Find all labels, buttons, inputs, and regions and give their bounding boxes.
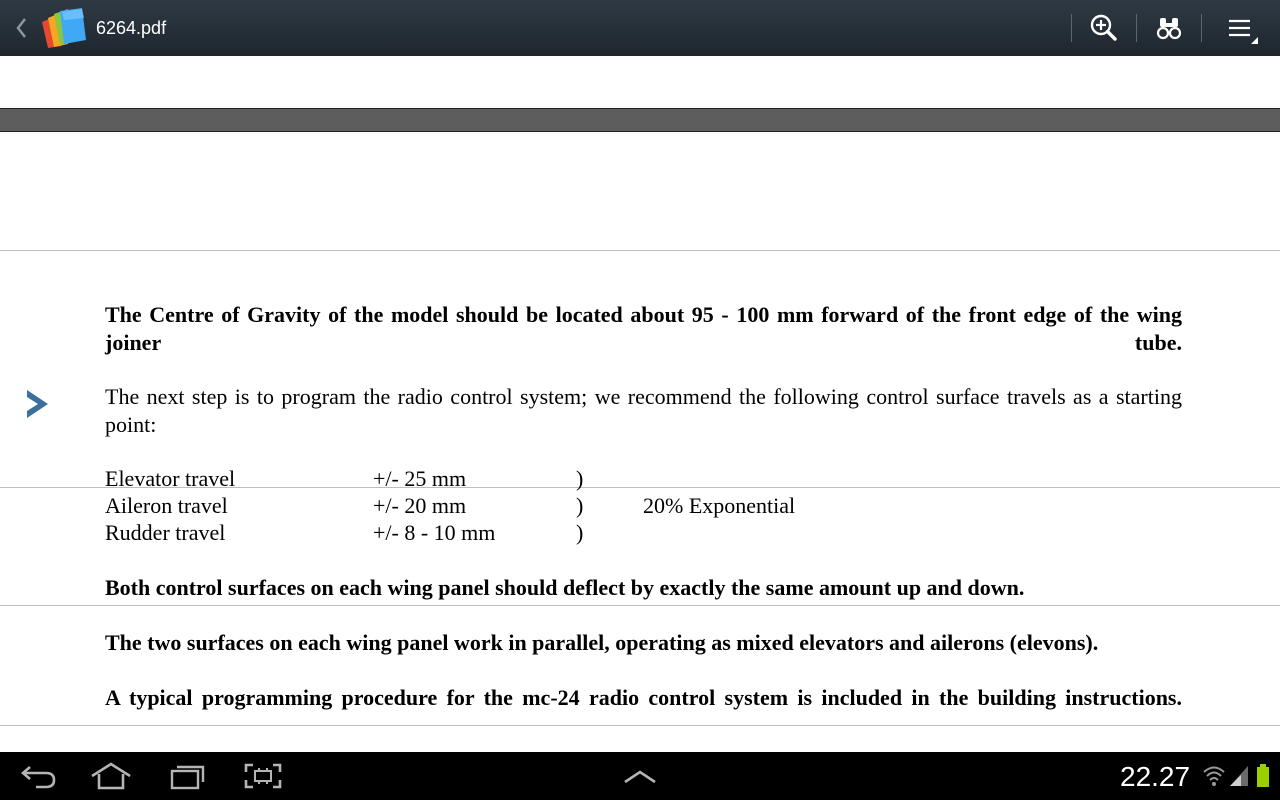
back-nav-icon[interactable]: [16, 762, 62, 790]
page-rule: [0, 250, 1280, 251]
action-divider: [1201, 14, 1202, 42]
clock-time: 22.27: [1120, 761, 1191, 792]
radio-program-paragraph: The next step is to program the radio control system; we recommend the following control surface travels as a starting point:: [105, 384, 1182, 437]
next-page-arrow-icon[interactable]: [22, 384, 52, 424]
document-title: 6264.pdf: [96, 18, 167, 38]
overflow-menu-icon[interactable]: [1226, 12, 1260, 44]
battery-icon: [1256, 764, 1270, 793]
binoculars-icon[interactable]: [1152, 12, 1186, 44]
cog-paragraph: The Centre of Gravity of the model should be located about 95 - 100 mm forward of the front edge of the wing joiner tube.: [105, 302, 1182, 355]
bracket: ): [576, 466, 584, 491]
surface-name: Aileron travel: [105, 493, 228, 518]
menu-up-icon[interactable]: [617, 762, 663, 790]
surface-name: Elevator travel: [105, 466, 236, 491]
bracket: ): [576, 493, 584, 518]
deflect-paragraph: Both control surfaces on each wing panel should deflect by exactly the same amount up and down.: [105, 575, 1025, 600]
parallel-paragraph: The two surfaces on each wing panel work in parallel, operating as mixed elevators and ailerons (elevons).: [105, 630, 1099, 655]
travel-note: 20% Exponential: [643, 493, 796, 518]
travel-row: [105, 465, 905, 493]
procedure-paragraph: A typical programming procedure for the mc-24 radio control system is included in the building instructions.: [105, 685, 1182, 710]
screenshot-icon[interactable]: [240, 762, 286, 790]
back-chevron-icon[interactable]: [12, 14, 30, 42]
page-separator: [0, 108, 1280, 132]
page-rule: [0, 605, 1280, 606]
signal-icon: [1228, 764, 1250, 793]
surface-name: Rudder travel: [105, 520, 226, 545]
app-logo-icon[interactable]: [38, 6, 88, 50]
page-rule: [0, 725, 1280, 726]
recent-apps-icon[interactable]: [165, 762, 211, 790]
action-bar: [0, 0, 1280, 56]
wifi-icon: [1203, 764, 1225, 793]
travel-row: [105, 492, 905, 520]
travel-value: +/- 25 mm: [373, 466, 467, 491]
action-divider: [1136, 14, 1137, 42]
travel-value: +/- 8 - 10 mm: [373, 520, 496, 545]
zoom-in-icon[interactable]: [1087, 12, 1121, 44]
home-icon[interactable]: [88, 762, 134, 790]
travel-row: [105, 519, 905, 547]
travel-value: +/- 20 mm: [373, 493, 467, 518]
pdf-viewport[interactable]: [0, 56, 1280, 752]
action-divider: [1071, 14, 1072, 42]
bracket: ): [576, 520, 584, 545]
system-bar: [0, 752, 1280, 800]
